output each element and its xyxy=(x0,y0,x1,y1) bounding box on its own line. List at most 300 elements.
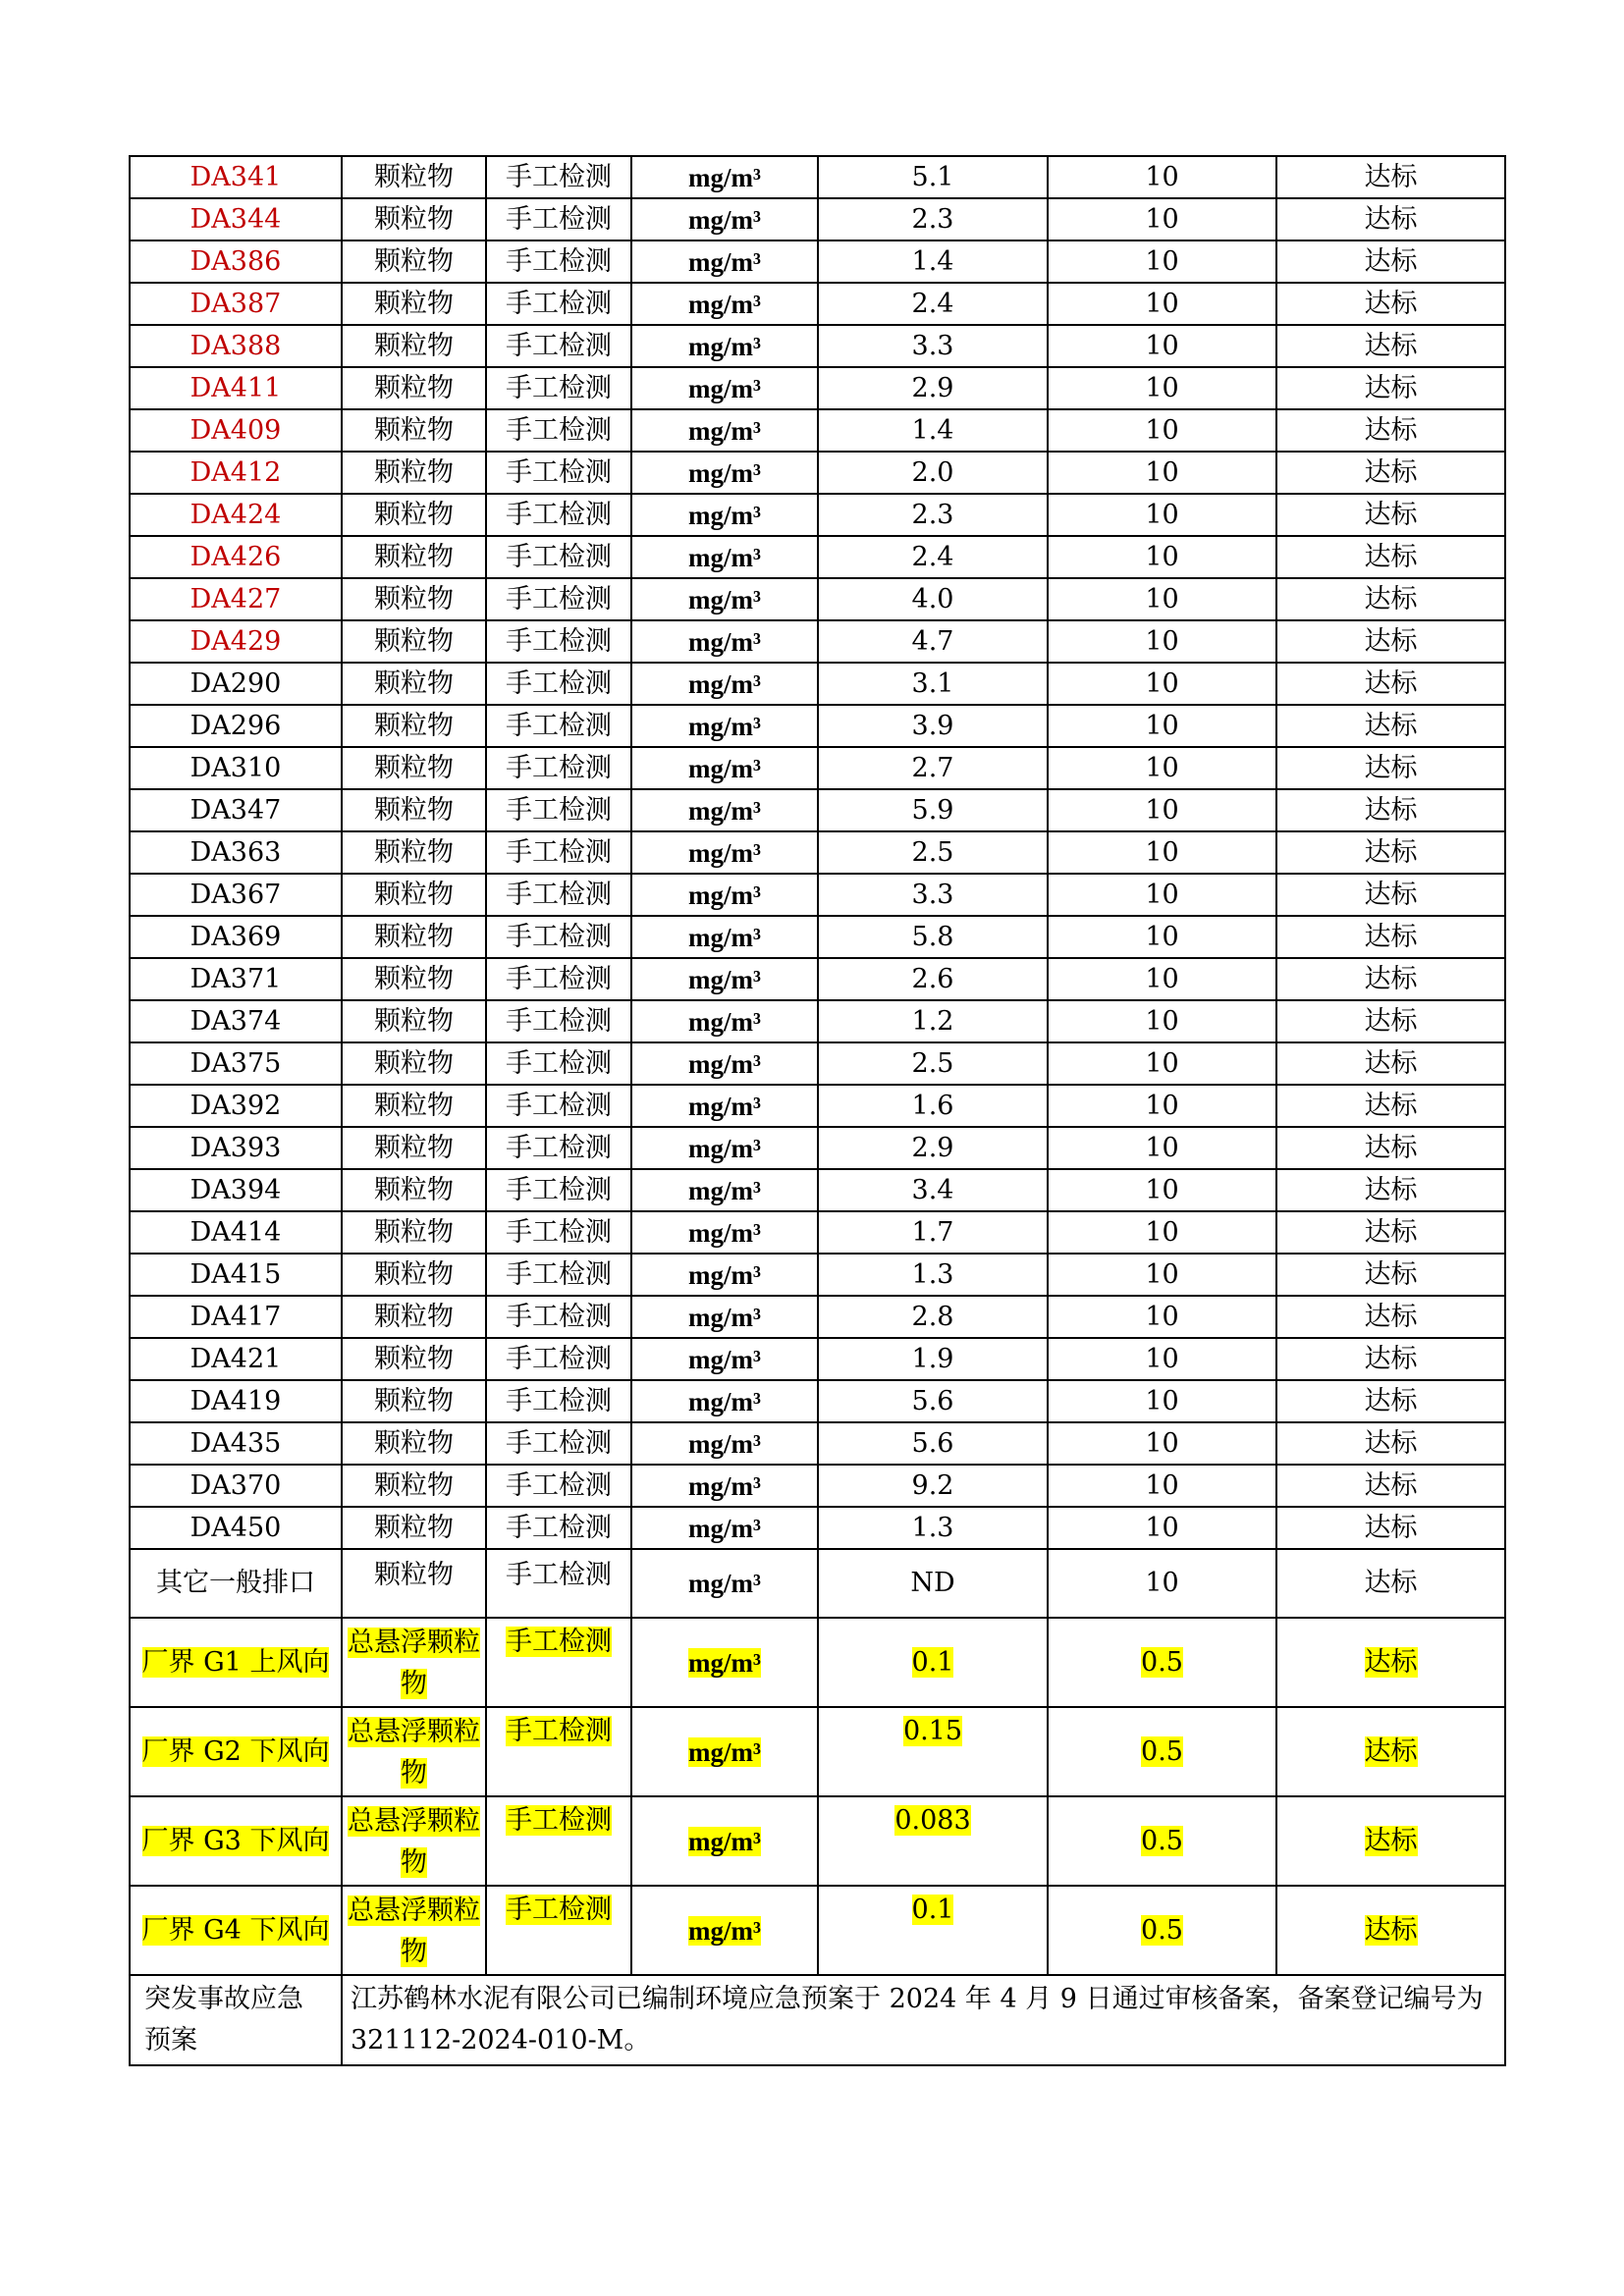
unit: mg/m³ xyxy=(631,367,818,409)
unit: mg/m³ xyxy=(631,1338,818,1380)
table-row xyxy=(130,916,1505,958)
method: 手工检测 xyxy=(486,747,631,789)
value: 2.0 xyxy=(818,452,1048,494)
pollutant: 颗粒物 xyxy=(342,578,486,620)
table-row xyxy=(130,747,1505,789)
result: 达标 xyxy=(1276,1169,1505,1211)
value: 5.8 xyxy=(818,916,1048,958)
result: 达标 xyxy=(1276,1465,1505,1507)
value: 2.3 xyxy=(818,198,1048,240)
method: 手工检测 xyxy=(486,578,631,620)
table-row-boundary xyxy=(130,1796,1505,1886)
outlet-id: DA429 xyxy=(130,620,342,663)
table-row-boundary xyxy=(130,1618,1505,1707)
result: 达标 xyxy=(1276,452,1505,494)
unit: mg/m³ xyxy=(631,747,818,789)
result: 达标 xyxy=(1276,958,1505,1000)
method: 手工检测 xyxy=(486,1296,631,1338)
table-row xyxy=(130,1338,1505,1380)
result: 达标 xyxy=(1276,620,1505,663)
outlet-id: DA386 xyxy=(130,240,342,283)
pollutant: 颗粒物 xyxy=(342,198,486,240)
method: 手工检测 xyxy=(486,494,631,536)
outlet-id: DA412 xyxy=(130,452,342,494)
result: 达标 xyxy=(1276,663,1505,705)
unit: mg/m³ xyxy=(631,536,818,578)
result: 达标 xyxy=(1364,1646,1418,1678)
boundary-point: 厂界 G4 下风向 xyxy=(141,1914,330,1946)
table-body xyxy=(130,156,1505,2065)
pollutant: 颗粒物 xyxy=(342,663,486,705)
table-row xyxy=(130,283,1505,325)
unit: mg/m³ xyxy=(631,1254,818,1296)
result: 达标 xyxy=(1276,831,1505,874)
table-row xyxy=(130,1465,1505,1507)
method: 手工检测 xyxy=(486,198,631,240)
unit: mg/m³ xyxy=(631,1380,818,1422)
method: 手工检测 xyxy=(506,1627,612,1657)
method: 手工检测 xyxy=(486,156,631,198)
table-row xyxy=(130,705,1505,747)
result: 达标 xyxy=(1364,1825,1418,1856)
value: 2.5 xyxy=(818,1042,1048,1085)
pollutant: 颗粒物 xyxy=(342,1380,486,1422)
value: 3.4 xyxy=(818,1169,1048,1211)
limit: 10 xyxy=(1048,156,1276,198)
value: 2.3 xyxy=(818,494,1048,536)
limit: 10 xyxy=(1048,1465,1276,1507)
table-row xyxy=(130,536,1505,578)
value: 3.9 xyxy=(818,705,1048,747)
unit: mg/m³ xyxy=(631,1465,818,1507)
unit: mg/m³ xyxy=(687,1647,762,1678)
table-row xyxy=(130,620,1505,663)
limit: 10 xyxy=(1048,916,1276,958)
method: 手工检测 xyxy=(506,1805,612,1836)
pollutant: 颗粒物 xyxy=(342,1127,486,1169)
value: 4.7 xyxy=(818,620,1048,663)
method: 手工检测 xyxy=(506,1895,612,1925)
outlet-id: DA393 xyxy=(130,1127,342,1169)
outlet-id: DA435 xyxy=(130,1422,342,1465)
unit: mg/m³ xyxy=(631,1085,818,1127)
value: 9.2 xyxy=(818,1465,1048,1507)
outlet-id: DA415 xyxy=(130,1254,342,1296)
outlet-id: DA427 xyxy=(130,578,342,620)
pollutant: 颗粒物 xyxy=(342,1296,486,1338)
table-row xyxy=(130,452,1505,494)
method: 手工检测 xyxy=(486,663,631,705)
limit: 10 xyxy=(1048,1296,1276,1338)
limit: 10 xyxy=(1048,1338,1276,1380)
pollutant: 颗粒物 xyxy=(342,1549,486,1618)
table-row xyxy=(130,1169,1505,1211)
method: 手工检测 xyxy=(486,620,631,663)
unit: mg/m³ xyxy=(631,1422,818,1465)
result: 达标 xyxy=(1276,1000,1505,1042)
value: 1.4 xyxy=(818,240,1048,283)
value: 0.1 xyxy=(911,1895,954,1925)
result: 达标 xyxy=(1276,1507,1505,1549)
method: 手工检测 xyxy=(486,705,631,747)
outlet-id: DA341 xyxy=(130,156,342,198)
unit: mg/m³ xyxy=(631,620,818,663)
boundary-point: 厂界 G2 下风向 xyxy=(141,1735,330,1767)
result: 达标 xyxy=(1276,1296,1505,1338)
pollutant: 颗粒物 xyxy=(342,1000,486,1042)
outlet-id: DA344 xyxy=(130,198,342,240)
limit: 0.5 xyxy=(1141,1646,1183,1678)
value: 5.9 xyxy=(818,789,1048,831)
unit: mg/m³ xyxy=(631,916,818,958)
method: 手工检测 xyxy=(486,367,631,409)
pollutant: 颗粒物 xyxy=(342,747,486,789)
pollutant: 颗粒物 xyxy=(342,325,486,367)
unit: mg/m³ xyxy=(631,1507,818,1549)
value: 2.4 xyxy=(818,283,1048,325)
result: 达标 xyxy=(1276,494,1505,536)
value: 3.3 xyxy=(818,325,1048,367)
table-row xyxy=(130,1211,1505,1254)
pollutant: 颗粒物 xyxy=(342,705,486,747)
unit: mg/m³ xyxy=(631,1169,818,1211)
method: 手工检测 xyxy=(486,536,631,578)
pollutant: 总悬浮颗粒物 xyxy=(348,1628,480,1699)
value: 1.7 xyxy=(818,1211,1048,1254)
pollutant: 总悬浮颗粒物 xyxy=(348,1806,480,1878)
unit: mg/m³ xyxy=(631,663,818,705)
method: 手工检测 xyxy=(486,1422,631,1465)
outlet-id: DA290 xyxy=(130,663,342,705)
value: 0.15 xyxy=(902,1716,963,1746)
unit: mg/m³ xyxy=(631,240,818,283)
pollutant: 颗粒物 xyxy=(342,536,486,578)
limit: 10 xyxy=(1048,1254,1276,1296)
unit: mg/m³ xyxy=(631,283,818,325)
outlet-id: DA387 xyxy=(130,283,342,325)
unit: mg/m³ xyxy=(631,156,818,198)
limit: 10 xyxy=(1048,1085,1276,1127)
limit: 10 xyxy=(1048,789,1276,831)
pollutant: 颗粒物 xyxy=(342,789,486,831)
outlet-id: DA450 xyxy=(130,1507,342,1549)
limit: 10 xyxy=(1048,283,1276,325)
outlet-id: DA424 xyxy=(130,494,342,536)
value: 1.6 xyxy=(818,1085,1048,1127)
method: 手工检测 xyxy=(486,1549,631,1618)
pollutant: 颗粒物 xyxy=(342,1085,486,1127)
table-row xyxy=(130,240,1505,283)
limit: 10 xyxy=(1048,1042,1276,1085)
result: 达标 xyxy=(1276,536,1505,578)
pollutant: 颗粒物 xyxy=(342,1169,486,1211)
result: 达标 xyxy=(1276,705,1505,747)
method: 手工检测 xyxy=(486,1127,631,1169)
pollutant: 颗粒物 xyxy=(342,1507,486,1549)
outlet-id: DA296 xyxy=(130,705,342,747)
unit: mg/m³ xyxy=(631,409,818,452)
unit: mg/m³ xyxy=(631,1042,818,1085)
limit: 10 xyxy=(1048,831,1276,874)
value: ND xyxy=(818,1549,1048,1618)
unit: mg/m³ xyxy=(631,1549,818,1618)
table-row xyxy=(130,578,1505,620)
unit: mg/m³ xyxy=(631,198,818,240)
outlet-id: DA414 xyxy=(130,1211,342,1254)
method: 手工检测 xyxy=(486,958,631,1000)
emergency-label: 突发事故应急预案 xyxy=(130,1975,342,2065)
outlet-id: DA411 xyxy=(130,367,342,409)
limit: 10 xyxy=(1048,1169,1276,1211)
outlet-id: DA419 xyxy=(130,1380,342,1422)
value: 5.6 xyxy=(818,1380,1048,1422)
pollutant: 颗粒物 xyxy=(342,367,486,409)
result: 达标 xyxy=(1276,156,1505,198)
method: 手工检测 xyxy=(486,1254,631,1296)
unit: mg/m³ xyxy=(631,789,818,831)
result: 达标 xyxy=(1364,1914,1418,1946)
unit: mg/m³ xyxy=(687,1736,762,1767)
result: 达标 xyxy=(1276,1127,1505,1169)
method: 手工检测 xyxy=(486,1338,631,1380)
pollutant: 颗粒物 xyxy=(342,1211,486,1254)
pollutant: 颗粒物 xyxy=(342,283,486,325)
boundary-point: 厂界 G1 上风向 xyxy=(141,1646,330,1678)
result: 达标 xyxy=(1276,283,1505,325)
value: 1.2 xyxy=(818,1000,1048,1042)
pollutant: 颗粒物 xyxy=(342,874,486,916)
unit: mg/m³ xyxy=(631,452,818,494)
limit: 10 xyxy=(1048,958,1276,1000)
table-row-boundary xyxy=(130,1886,1505,1975)
pollutant: 颗粒物 xyxy=(342,958,486,1000)
result: 达标 xyxy=(1276,747,1505,789)
table-row xyxy=(130,789,1505,831)
pollutant: 颗粒物 xyxy=(342,494,486,536)
pollutant: 颗粒物 xyxy=(342,409,486,452)
value: 4.0 xyxy=(818,578,1048,620)
pollutant: 颗粒物 xyxy=(342,916,486,958)
limit: 10 xyxy=(1048,747,1276,789)
value: 5.6 xyxy=(818,1422,1048,1465)
limit: 10 xyxy=(1048,1000,1276,1042)
limit: 10 xyxy=(1048,705,1276,747)
table-row xyxy=(130,1042,1505,1085)
pollutant: 颗粒物 xyxy=(342,831,486,874)
value: 2.5 xyxy=(818,831,1048,874)
method: 手工检测 xyxy=(486,283,631,325)
table-row xyxy=(130,409,1505,452)
pollutant: 颗粒物 xyxy=(342,1254,486,1296)
limit: 10 xyxy=(1048,1211,1276,1254)
outlet-id: DA347 xyxy=(130,789,342,831)
unit: mg/m³ xyxy=(631,1296,818,1338)
result: 达标 xyxy=(1276,874,1505,916)
outlet-id: DA375 xyxy=(130,1042,342,1085)
limit: 10 xyxy=(1048,409,1276,452)
unit: mg/m³ xyxy=(687,1915,762,1946)
limit: 10 xyxy=(1048,578,1276,620)
outlet-id: 其它一般排口 xyxy=(130,1549,342,1618)
emergency-text: 江苏鹤林水泥有限公司已编制环境应急预案于 2024 年 4 月 9 日通过审核备案，备案登记编号为 321112-2024-010-M。 xyxy=(342,1975,1505,2065)
outlet-id: DA367 xyxy=(130,874,342,916)
method: 手工检测 xyxy=(486,1507,631,1549)
limit: 10 xyxy=(1048,663,1276,705)
table-row xyxy=(130,831,1505,874)
outlet-id: DA363 xyxy=(130,831,342,874)
result: 达标 xyxy=(1276,1211,1505,1254)
value: 0.083 xyxy=(894,1805,971,1836)
result: 达标 xyxy=(1276,916,1505,958)
result: 达标 xyxy=(1276,1549,1505,1618)
table-row-emergency xyxy=(130,1975,1505,2065)
result: 达标 xyxy=(1276,325,1505,367)
table-row xyxy=(130,1380,1505,1422)
value: 2.6 xyxy=(818,958,1048,1000)
value: 2.4 xyxy=(818,536,1048,578)
unit: mg/m³ xyxy=(631,831,818,874)
value: 1.9 xyxy=(818,1338,1048,1380)
limit: 10 xyxy=(1048,494,1276,536)
value: 2.9 xyxy=(818,1127,1048,1169)
limit: 10 xyxy=(1048,620,1276,663)
pollutant: 颗粒物 xyxy=(342,1465,486,1507)
table-row xyxy=(130,958,1505,1000)
unit: mg/m³ xyxy=(631,958,818,1000)
limit: 10 xyxy=(1048,536,1276,578)
method: 手工检测 xyxy=(486,831,631,874)
method: 手工检测 xyxy=(486,1000,631,1042)
result: 达标 xyxy=(1276,1338,1505,1380)
table-row-boundary xyxy=(130,1707,1505,1796)
table-row xyxy=(130,367,1505,409)
result: 达标 xyxy=(1276,578,1505,620)
method: 手工检测 xyxy=(486,1465,631,1507)
table-row xyxy=(130,1254,1505,1296)
pollutant: 总悬浮颗粒物 xyxy=(348,1717,480,1789)
value: 1.4 xyxy=(818,409,1048,452)
pollutant: 颗粒物 xyxy=(342,1042,486,1085)
method: 手工检测 xyxy=(486,409,631,452)
table-row xyxy=(130,325,1505,367)
outlet-id: DA374 xyxy=(130,1000,342,1042)
pollutant: 总悬浮颗粒物 xyxy=(348,1896,480,1967)
table-row xyxy=(130,874,1505,916)
method: 手工检测 xyxy=(506,1716,612,1746)
value: 5.1 xyxy=(818,156,1048,198)
table-row xyxy=(130,1000,1505,1042)
limit: 10 xyxy=(1048,1127,1276,1169)
result: 达标 xyxy=(1364,1735,1418,1767)
table-row xyxy=(130,1127,1505,1169)
table-row xyxy=(130,494,1505,536)
result: 达标 xyxy=(1276,198,1505,240)
result: 达标 xyxy=(1276,1254,1505,1296)
unit: mg/m³ xyxy=(631,325,818,367)
result: 达标 xyxy=(1276,409,1505,452)
outlet-id: DA310 xyxy=(130,747,342,789)
limit: 10 xyxy=(1048,874,1276,916)
result: 达标 xyxy=(1276,240,1505,283)
outlet-id: DA426 xyxy=(130,536,342,578)
outlet-id: DA394 xyxy=(130,1169,342,1211)
outlet-id: DA409 xyxy=(130,409,342,452)
unit: mg/m³ xyxy=(631,1127,818,1169)
table-row xyxy=(130,663,1505,705)
result: 达标 xyxy=(1276,1042,1505,1085)
emission-monitoring-table xyxy=(129,155,1506,2066)
limit: 10 xyxy=(1048,1507,1276,1549)
table-row-other-outlet xyxy=(130,1549,1505,1618)
table-row xyxy=(130,198,1505,240)
value: 3.3 xyxy=(818,874,1048,916)
method: 手工检测 xyxy=(486,874,631,916)
method: 手工检测 xyxy=(486,1211,631,1254)
value: 2.8 xyxy=(818,1296,1048,1338)
table-row xyxy=(130,156,1505,198)
result: 达标 xyxy=(1276,1085,1505,1127)
result: 达标 xyxy=(1276,789,1505,831)
limit: 10 xyxy=(1048,198,1276,240)
method: 手工检测 xyxy=(486,1169,631,1211)
result: 达标 xyxy=(1276,1380,1505,1422)
method: 手工检测 xyxy=(486,916,631,958)
limit: 10 xyxy=(1048,1422,1276,1465)
value: 1.3 xyxy=(818,1254,1048,1296)
outlet-id: DA370 xyxy=(130,1465,342,1507)
method: 手工检测 xyxy=(486,452,631,494)
unit: mg/m³ xyxy=(687,1826,762,1856)
unit: mg/m³ xyxy=(631,494,818,536)
limit: 0.5 xyxy=(1141,1825,1183,1856)
outlet-id: DA392 xyxy=(130,1085,342,1127)
outlet-id: DA388 xyxy=(130,325,342,367)
value: 1.3 xyxy=(818,1507,1048,1549)
table-row xyxy=(130,1422,1505,1465)
outlet-id: DA371 xyxy=(130,958,342,1000)
table-row xyxy=(130,1296,1505,1338)
result: 达标 xyxy=(1276,1422,1505,1465)
method: 手工检测 xyxy=(486,325,631,367)
pollutant: 颗粒物 xyxy=(342,1338,486,1380)
limit: 10 xyxy=(1048,367,1276,409)
table-row xyxy=(130,1507,1505,1549)
limit: 0.5 xyxy=(1141,1735,1183,1767)
limit: 10 xyxy=(1048,1380,1276,1422)
value: 2.9 xyxy=(818,367,1048,409)
method: 手工检测 xyxy=(486,1042,631,1085)
pollutant: 颗粒物 xyxy=(342,452,486,494)
outlet-id: DA421 xyxy=(130,1338,342,1380)
pollutant: 颗粒物 xyxy=(342,620,486,663)
method: 手工检测 xyxy=(486,1380,631,1422)
unit: mg/m³ xyxy=(631,705,818,747)
unit: mg/m³ xyxy=(631,1211,818,1254)
method: 手工检测 xyxy=(486,240,631,283)
unit: mg/m³ xyxy=(631,1000,818,1042)
limit: 0.5 xyxy=(1141,1914,1183,1946)
limit: 10 xyxy=(1048,325,1276,367)
limit: 10 xyxy=(1048,452,1276,494)
value: 3.1 xyxy=(818,663,1048,705)
value: 0.1 xyxy=(911,1646,954,1678)
pollutant: 颗粒物 xyxy=(342,156,486,198)
unit: mg/m³ xyxy=(631,578,818,620)
boundary-point: 厂界 G3 下风向 xyxy=(141,1825,330,1856)
pollutant: 颗粒物 xyxy=(342,240,486,283)
outlet-id: DA369 xyxy=(130,916,342,958)
outlet-id: DA417 xyxy=(130,1296,342,1338)
